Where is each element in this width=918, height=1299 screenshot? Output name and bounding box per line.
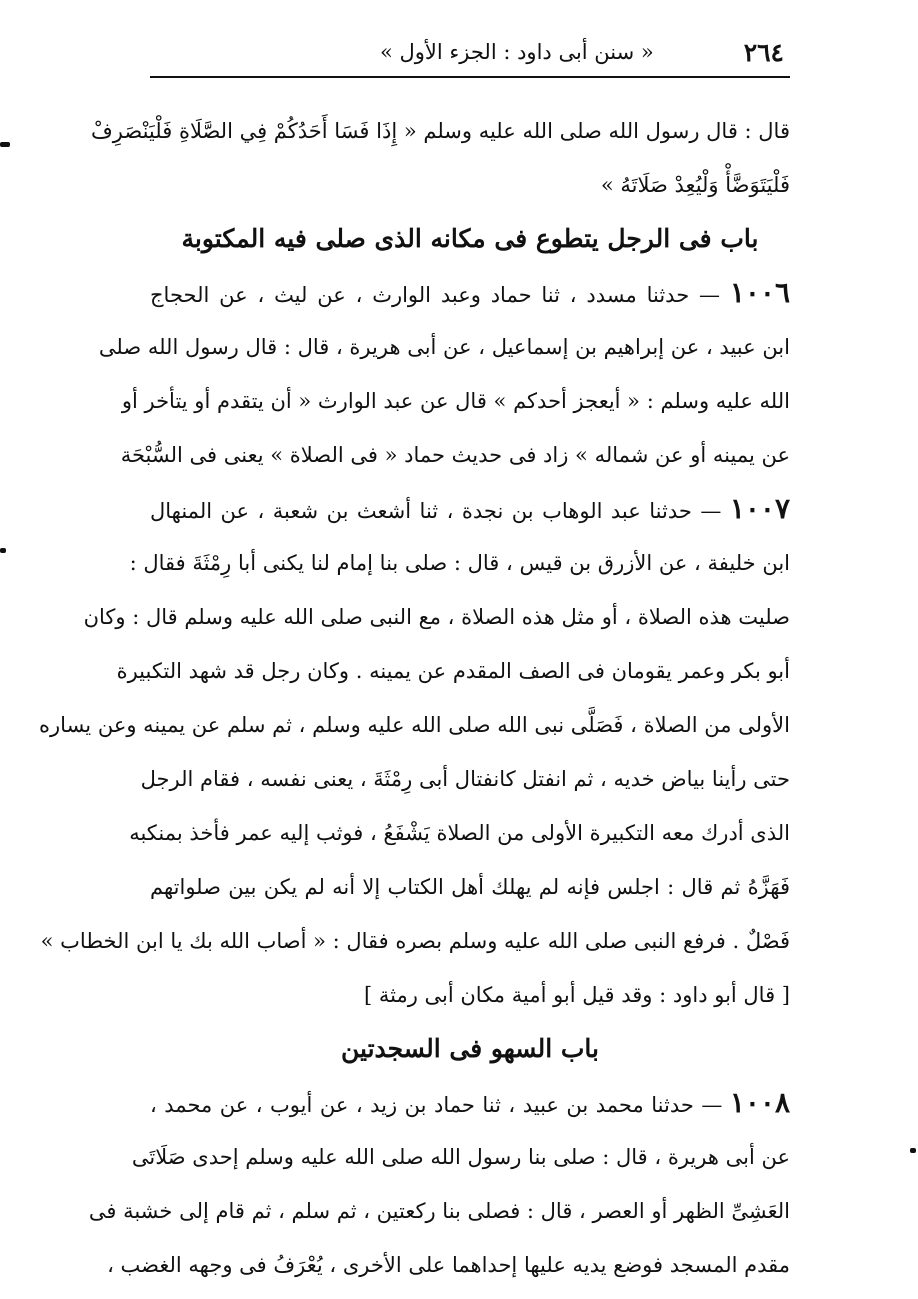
text-line: فَصْلٌ . فرفع النبى صلى الله عليه وسلم بصره فقال : « أصاب الله بك يا ابن الخطاب » <box>40 929 790 953</box>
text-line: قال : قال رسول الله صلى الله عليه وسلم « إِذَا فَسَا أَحَدُكُمْ فِي الصَّلَاةِ فَلْيَنْصَرِفْ <box>91 119 790 143</box>
hadith-number: ١٠٠٧ <box>729 492 790 525</box>
text-line: عن يمينه أو عن شماله » زاد فى حديث حماد « فى الصلاة » يعنى فى السُّبْحَة <box>120 443 790 467</box>
hadith-1007-first-line <box>150 482 790 536</box>
chapter-heading: باب فى الرجل يتطوع فى مكانه الذى صلى فيه المكتوبة <box>181 224 759 253</box>
text-line: الأولى من الصلاة ، فَصَلَّى نبى الله صلى الله عليه وسلم ، ثم سلم عن يمينه وعن يساره <box>39 713 790 737</box>
text-line: عن أبى هريرة ، قال : صلى بنا رسول الله صلى الله عليه وسلم إحدى صَلَاتَى <box>131 1145 790 1169</box>
hadith-number: ١٠٠٨ <box>729 1086 790 1119</box>
text-line: فَلْيَتَوَضَّأْ وَلْيُعِدْ صَلَاتَهُ » <box>600 173 790 197</box>
header-rule <box>150 76 790 78</box>
margin-mark <box>0 142 10 147</box>
chapter-heading: باب السهو فى السجدتين <box>341 1034 599 1063</box>
text-line: مقدم المسجد فوضع يديه عليها إحداهما على الأخرى ، يُعْرَفُ فى وجهه الغضب ، <box>107 1253 790 1277</box>
hadith-text: — حدثنا عبد الوهاب بن نجدة ، ثنا أشعث بن شعبة ، عن المنهال <box>150 499 722 523</box>
hadith-text: — حدثنا مسدد ، ثنا حماد وعبد الوارث ، عن ليث ، عن الحجاج <box>150 283 720 307</box>
body-text <box>39 104 790 1292</box>
page-number: ٢٦٤ <box>743 37 784 67</box>
text-line: [ قال أبو داود : وقد قيل أبو أمية مكان أبى رمثة ] <box>364 983 790 1007</box>
text-line: أبو بكر وعمر يقومان فى الصف المقدم عن يمينه . وكان رجل قد شهد التكبيرة <box>116 659 790 683</box>
hadith-number: ١٠٠٦ <box>729 276 790 309</box>
text-line: حتى رأينا بياض خديه ، ثم انفتل كانفتال أبى رِمْثَةَ ، يعنى نفسه ، فقام الرجل <box>140 767 790 791</box>
margin-mark <box>910 1148 916 1153</box>
text-line: الذى أدرك معه التكبيرة الأولى من الصلاة يَشْفَعُ ، فوثب إليه عمر فأخذ بمنكبه <box>129 821 790 845</box>
text-line: صليت هذه الصلاة ، أو مثل هذه الصلاة ، مع النبى صلى الله عليه وسلم قال : وكان <box>83 605 790 629</box>
hadith-text: — حدثنا محمد بن عبيد ، ثنا حماد بن زيد ، عن أيوب ، عن محمد ، <box>150 1093 723 1117</box>
page-header <box>150 30 790 74</box>
margin-mark <box>0 548 6 553</box>
text-line: فَهَزَّهُ ثم قال : اجلس فإنه لم يهلك أهل الكتاب إلا أنه لم يكن بين صلواتهم <box>150 875 790 899</box>
hadith-1008-first-line <box>150 1076 790 1130</box>
running-title: « سنن أبى داود : الجزء الأول » <box>380 40 654 64</box>
hadith-1006-first-line <box>150 266 790 320</box>
text-line: الله عليه وسلم : « أيعجز أحدكم » قال عن عبد الوارث « أن يتقدم أو يتأخر أو <box>121 389 790 413</box>
text-line: ابن خليفة ، عن الأزرق بن قيس ، قال : صلى بنا إمام لنا يكنى أبا رِمْثَةَ فقال : <box>129 551 790 575</box>
text-line: ابن عبيد ، عن إبراهيم بن إسماعيل ، عن أبى هريرة ، قال : قال رسول الله صلى <box>98 335 790 359</box>
text-line: العَشِىِّ الظهر أو العصر ، قال : فصلى بنا ركعتين ، ثم سلم ، ثم قام إلى خشبة فى <box>88 1199 790 1223</box>
